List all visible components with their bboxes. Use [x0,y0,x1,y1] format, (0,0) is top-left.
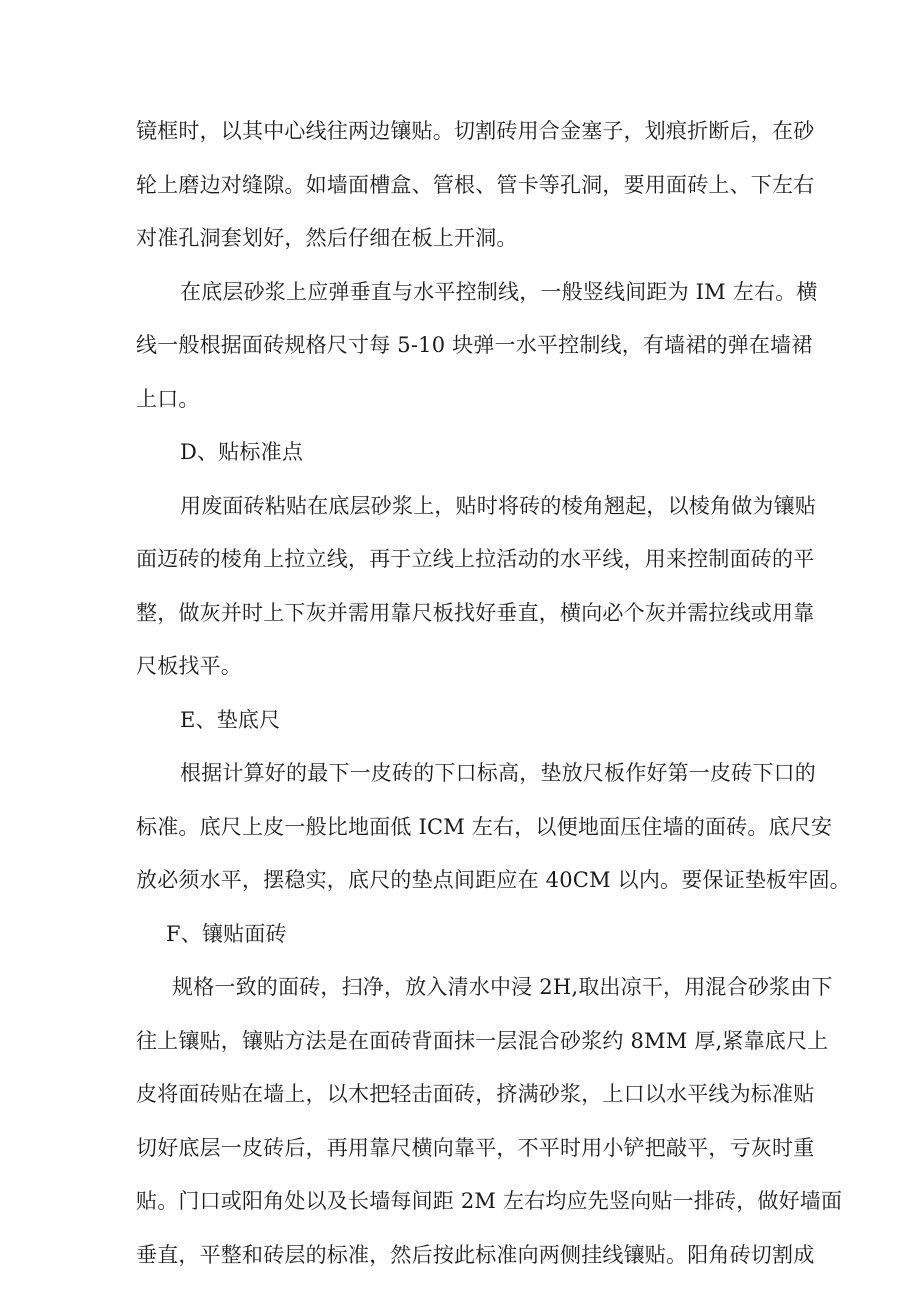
paragraph-2-line-3: 上口。 [136,387,200,411]
paragraph-1-line-1: 镜框时，以其中心线往两边镶贴。切割砖用合金塞子，划痕折断后，在砂 [136,119,815,143]
paragraph-5-line-5: 贴。门口或阳角处以及长墙每间距 2M 左右均应先竖向贴一排砖，做好墙面 [136,1189,843,1213]
paragraph-5-line-4: 切好底层一皮砖后，再用靠尺横向靠平，不平时用小铲把敲平，亏灰时重 [136,1136,815,1160]
paragraph-1-line-3: 对准孔洞套划好，然后仔细在板上开洞。 [136,226,518,250]
paragraph-4-line-3: 放必须水平，摆稳实，底尺的垫点间距应在 40CM 以内。要保证垫板牢固。 [136,868,851,892]
paragraph-4-line-2: 标准。底尺上皮一般比地面低 ICM 左右，以便地面压住墙的面砖。底尺安 [136,815,833,839]
paragraph-3-line-4: 尺板找平。 [136,654,242,678]
paragraph-5-line-6: 垂直，平整和砖层的标准，然后按此标准向两侧挂线镶贴。阳角砖切割成 [136,1243,815,1267]
paragraph-5-line-1: 规格一致的面砖，扫净，放入清水中浸 2H,取出凉干，用混合砂浆由下 [172,975,833,999]
section-heading-e: E、垫底尺 [180,708,281,732]
paragraph-3-line-3: 整，做灰并时上下灰并需用靠尺板找好垂直，横向必个灰并需拉线或用靠 [136,601,815,625]
paragraph-5-line-2: 往上镶贴，镶贴方法是在面砖背面抹一层混合砂浆约 8MM 厚,紧靠底尺上 [136,1029,829,1053]
paragraph-2-line-2: 线一般根据面砖规格尺寸每 5-10 块弹一水平控制线，有墙裙的弹在墙裙 [136,333,813,357]
paragraph-1-line-2: 轮上磨边对缝隙。如墙面槽盒、管根、管卡等孔洞，要用面砖上、下左右 [136,173,815,197]
paragraph-3-line-1: 用废面砖粘贴在底层砂浆上，贴时将砖的棱角翘起，以棱角做为镶贴 [180,494,816,518]
paragraph-5-line-3: 皮将面砖贴在墙上，以木把轻击面砖，挤满砂浆，上口以水平线为标准贴 [136,1082,815,1106]
paragraph-2-line-1: 在底层砂浆上应弹垂直与水平控制线，一般竖线间距为 IM 左右。横 [180,280,818,304]
section-heading-d: D、贴标准点 [180,440,304,464]
paragraph-3-line-2: 面迈砖的棱角上拉立线，再于立线上拉活动的水平线，用来控制面砖的平 [136,547,815,571]
paragraph-4-line-1: 根据计算好的最下一皮砖的下口标高，垫放尺板作好第一皮砖下口的 [180,761,816,785]
section-heading-f: F、镶贴面砖 [166,922,287,946]
